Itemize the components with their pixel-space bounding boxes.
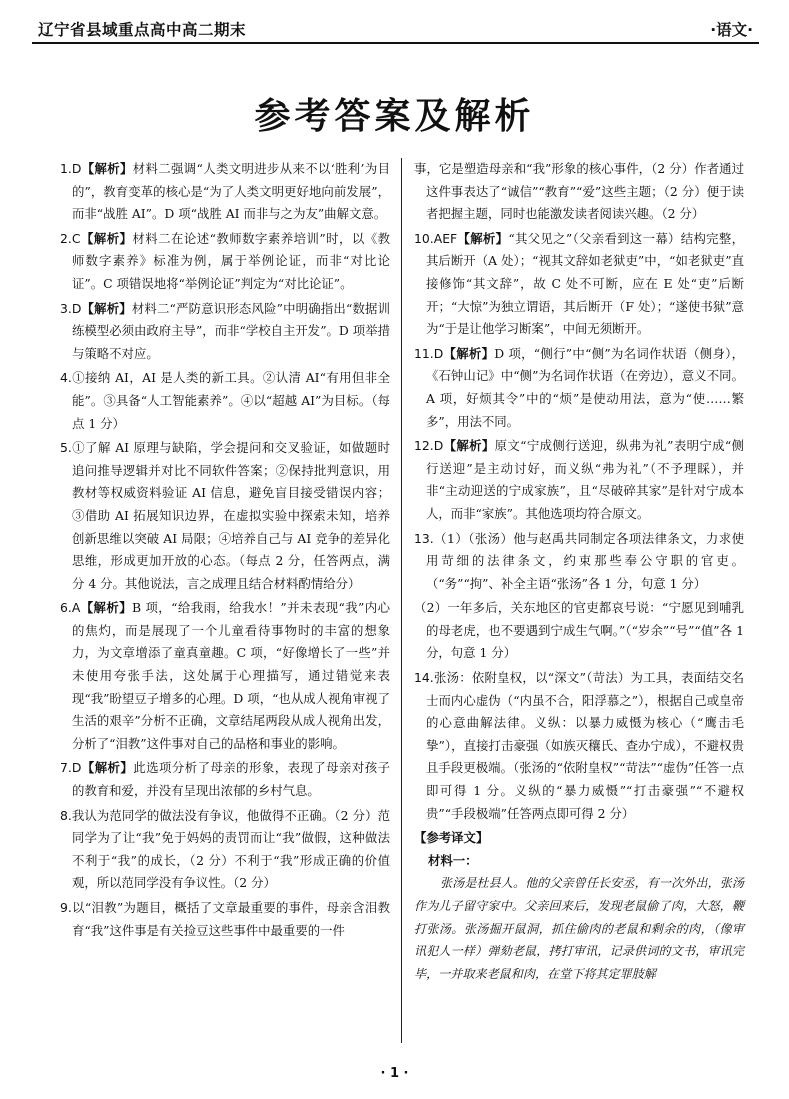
translation-heading: 【参考译文】 [414, 830, 489, 846]
page-title: 参考答案及解析 [254, 96, 535, 137]
answer-item [60, 805, 390, 895]
answer-item [414, 343, 744, 433]
page-header [32, 12, 759, 42]
answer-text: D 项，“侧行”中“侧”为名词作状语（侧身），《石钟山记》中“侧”为名词作状语（在旁边），意义不同。A 项，好烦其令”中的“烦”是使动用法，意为“使……繁多”，用法不同。 [426, 345, 745, 429]
translation-text: 张汤是杜县人。他的父亲曾任长安丞，有一次外出，张汤作为儿子留守家中。父亲回来后，发现老鼠偷了肉，大怒，鞭打张汤。张汤掘开鼠洞，抓住偷肉的老鼠和剩余的肉，（像审讯犯人一样）弹劾老鼠，拷打审讯，记录供词的文书，审讯完毕，一并取来老鼠和肉，在堂下将其定罪肢解 [414, 876, 744, 981]
answer-choice: D [433, 345, 444, 361]
answer-text: “其父见之”（父亲看到这一幕）结构完整，其后断开（A 处）；“视其文辞如老狱吏”中，“如老狱吏”直接修饰“其文辞”，故 C 处不可断，应在 E 处“吏”后断开；“大惊”为独立谓语，其后断开（F 处）；“遂使书狱”意为“于是让他学习断案”，中间无须断开。 [426, 230, 745, 337]
answer-number: 7. [60, 760, 72, 776]
answer-number: 13. [414, 530, 434, 546]
answer-number: 14. [414, 670, 434, 686]
answer-text: ①接纳 AI，AI 是人类的新工具。②认清 AI“有用但非全能”。③具备“人工智能素养”。④以“超越 AI”为目标。（每点 1 分） [71, 370, 390, 431]
answer-choice: AEF [433, 230, 458, 246]
answer-text: ①了解 AI 原理与缺陷，学会提问和交叉验证，如做题时追问推导逻辑并对比不同软件答案；②保持批判意识，用教材等权威资料验证 AI 信息，避免盲目接受错误内容；③借助 AI 拓展知识边界，在虚拟实验中探索未知，培养创新思维以突破 AI 局限；④培养自己与 AI 竞争的差异化思维，形成更加开放的心态。（每点 2 分，任答两点，满分 4 分。其他说法，言之成理且结合材料酌情给分） [71, 440, 390, 591]
analysis-tag: 【解析】 [81, 760, 134, 776]
answer-text: 事，它是塑造母亲和“我”形象的核心事件，（2 分）作者通过这件事表达了“诚信”“教育”“爱”这些主题；（2 分）便于读者把握主题，同时也能激发读者阅读兴趣。（2 分） [414, 161, 744, 222]
answer-text: 材料二在论述“教师数字素养培训”时，以《教师数字素养》标准为例，属于举例论证，而非“对比论证”。C 项错误地将“举例论证”判定为“对比论证”。 [72, 230, 390, 291]
answer-text: （1）（张汤）他与赵禹共同制定各项法律条文，力求使用苛细的法律条文，约束那些奉公守职的官吏。（“务”“拘”、补全主语“张汤”各 1 分，句意 1 分） [426, 530, 744, 591]
answer-item [414, 528, 744, 596]
answer-text: 材料二“严防意识形态风险”中明确指出“数据训练模型必须由政府主导”，而非“学校自主开发”。D 项举措与策略不对应。 [72, 300, 390, 361]
answer-choice: D [71, 161, 82, 176]
answer-choice: D [71, 760, 82, 776]
answer-item [60, 228, 390, 296]
column-divider [401, 158, 402, 1043]
answer-text: 以“泪教”为题目，概括了文章最重要的事件，母亲含泪教育“我”这件事是有关捡豆这些事件中最重要的一件 [71, 900, 390, 938]
answer-item [414, 597, 744, 665]
answer-number: 3. [60, 300, 72, 316]
answer-number: 11. [414, 345, 434, 361]
analysis-tag: 【解析】 [81, 161, 133, 176]
answer-item [414, 435, 744, 525]
answer-text: 材料二强调“人类文明进步从来不以‘胜利’为目的”，教育变革的核心是“为了人类文明更好地向前发展”，而非“战胜 AI”。D 项“战胜 AI 而非与之为友”曲解文意。 [72, 161, 390, 222]
answer-item [60, 597, 390, 755]
answer-number: 5. [60, 440, 72, 456]
analysis-tag: 【解析】 [81, 300, 132, 316]
answer-choice: D [433, 438, 444, 454]
answer-item [60, 158, 390, 226]
answer-item [60, 298, 390, 366]
right-column [414, 158, 744, 985]
answer-item [414, 158, 744, 226]
analysis-tag: 【解析】 [80, 600, 133, 616]
answer-text: （2）一年多后，关东地区的官吏都哀号说：“宁愿见到哺乳的母老虎，也不要遇到宁成生气啊。”（“岁余”“号”“值”各 1 分，句意 1 分） [414, 600, 744, 661]
page-number: · 1 · [380, 1066, 409, 1081]
answer-choice: A [71, 600, 81, 616]
answer-number: 12. [414, 438, 434, 454]
material-label: 材料一： [428, 852, 478, 868]
answer-text: 原文“宁成侧行送迎，纵弗为礼”表明宁成“侧行送迎”是主动讨好，而义纵“弗为礼”（不予理睬），并非“主动迎送的宁成家族”，且“尽破碎其家”是针对宁成本人，而非“家族”。其他选项均符合原文。 [426, 438, 744, 521]
header-rule [32, 42, 759, 44]
answer-text: B 项，“给我雨，给我水！”并未表现“我”内心的焦灼，而是展现了一个儿童看待事物时的丰富的想象力，为文章增添了童真童趣。C 项，“好像增长了一些”并未使用夸张手法，这处属于心理描写，通过错觉来表现“我”盼望豆子增多的心理。D 项，“也从成人视角审视了生活的艰辛”分析不正确，文章结尾两段从成人视角出发，分析了“泪教”这件事对自己的品格和事业的影响。 [72, 600, 390, 751]
answer-text: 我认为范同学的做法没有争议，他做得不正确。（2 分）范同学为了让“我”免于妈妈的责罚而让“我”做假，这种做法不利于“我”的成长，（2 分）不利于“我”形成正确的价值观，所以范同学没有争议性。（2 分） [71, 807, 390, 891]
answer-item [60, 897, 390, 942]
answer-item [60, 367, 390, 435]
answer-number: 4. [60, 370, 72, 386]
answer-number: 1. [60, 161, 72, 176]
answer-number: 8. [60, 807, 72, 823]
analysis-tag: 【解析】 [443, 438, 495, 454]
answer-item [414, 667, 744, 825]
answer-choice: D [71, 300, 82, 316]
answer-number: 10. [414, 230, 434, 246]
header-exam-name: 辽宁省县域重点高中高二期末 [38, 21, 247, 39]
analysis-tag: 【解析】 [443, 345, 495, 361]
right-column-items [414, 158, 744, 825]
answer-text: 此选项分析了母亲的形象，表现了母亲对孩子的教育和爱，并没有呈现出浓郁的乡村气息。 [72, 760, 390, 799]
answer-item [414, 228, 744, 341]
left-column [60, 158, 390, 944]
answer-item [60, 757, 390, 802]
analysis-tag: 【解析】 [80, 230, 133, 246]
answer-number: 6. [60, 600, 72, 616]
answer-choice: C [71, 230, 81, 246]
answer-number: 9. [60, 900, 72, 915]
header-subject: ·语文· [710, 21, 753, 39]
answer-text: 张汤：依附皇权，以“深文”（苛法）为工具，表面结交名士而内心虚伪（“内虽不合，阳浮慕之”），根据自己或皇帝的心意曲解法律。义纵：以暴力威慑为核心（“鹰击毛挚”），直接打击豪强（如族灭穰氏、查办宁成），不避权贵且手段更极端。（张汤的“依附皇权”“苛法”“虚伪”任答一点即可得 1 分。义纵的“暴力威慑”“打击豪强”“不避权贵”“手段极端”任答两点即可得 2 分） [426, 670, 744, 821]
answer-number: 2. [60, 230, 72, 246]
analysis-tag: 【解析】 [457, 230, 509, 246]
answer-item [60, 437, 390, 595]
